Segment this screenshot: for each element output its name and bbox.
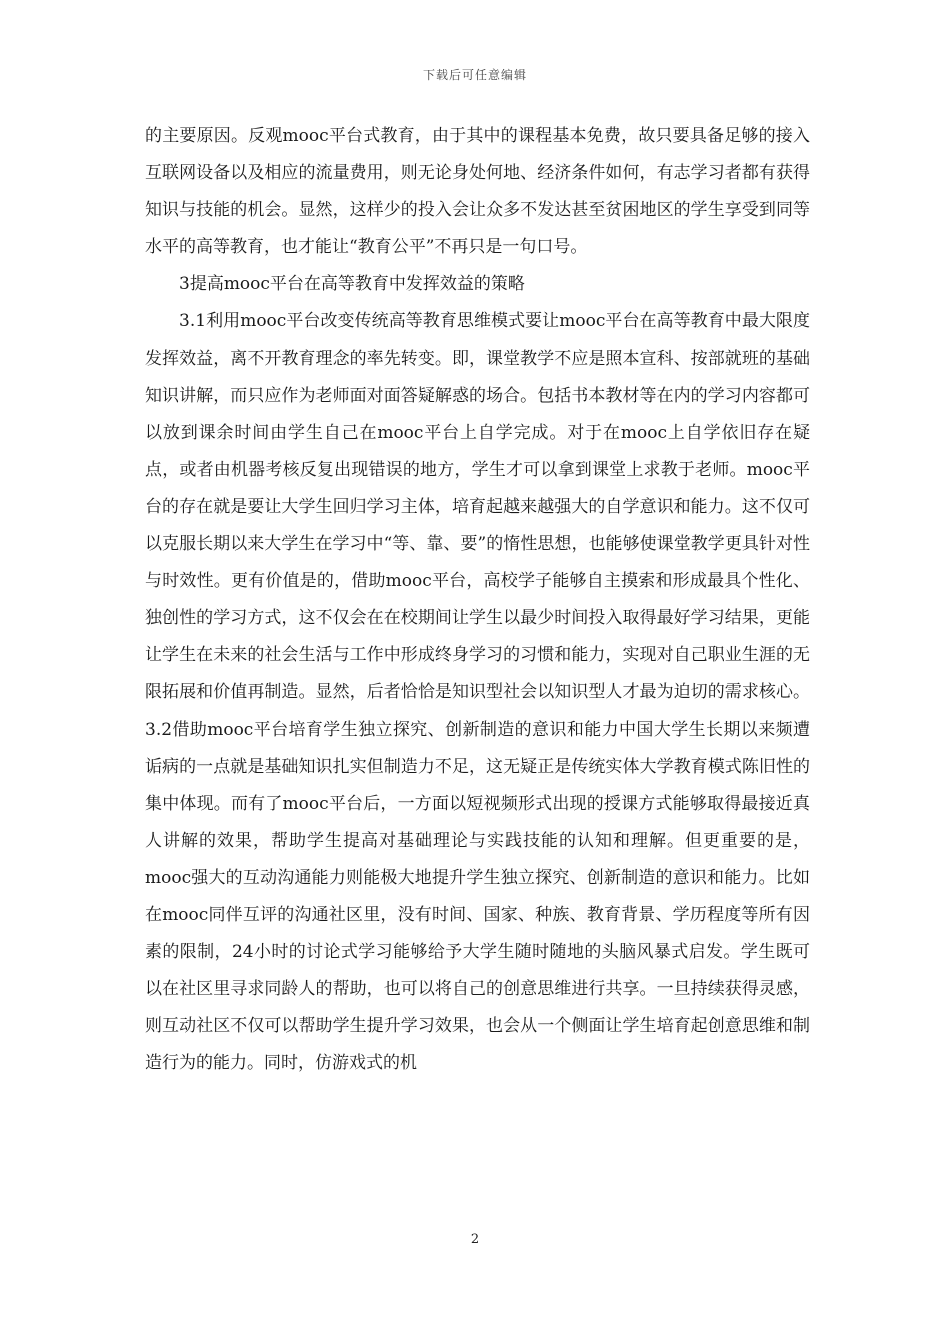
section-heading: 3提高mooc平台在高等教育中发挥效益的策略: [179, 274, 525, 295]
page-header: 下载后可任意编辑: [422, 68, 527, 82]
page-number: 2: [470, 1232, 480, 1247]
body-paragraph: 的主要原因。反观mooc平台式教育，由于其中的课程基本免费，故只要具备足够的接入互联网设备以及相应的流量费用，则无论身处何地、经济条件如何，有志学习者都有获得知识与技能的机会。显然，这样少的投入会让众多不发达甚至贫困地区的学生享受到同等水平的高等教育，也才能让“教育公平”不再只是一句口号。: [145, 126, 810, 258]
body-paragraph: 3.1利用mooc平台改变传统高等教育思维模式要让mooc平台在高等教育中最大限度发挥效益，离不开教育理念的率先转变。即，课堂教学不应是照本宣科、按部就班的基础知识讲解，而只应作为老师面对面答疑解惑的场合。包括书本教材等在内的学习内容都可以放到课余时间由学生自己在mooc平台上自学完成。对于在mooc上自学依旧存在疑点，或者由机器考核反复出现错误的地方，学生才可以拿到课堂上求教于老师。mooc平台的存在就是要让大学生回归学习主体，培育起越来越强大的自学意识和能力。这不仅可以克服长期以来大学生在学习中“等、靠、要”的惰性思想，也能够使课堂教学更具针对性与时效性。更有价值是的，借助mooc平台，高校学子能够自主摸索和形成最具个性化、独创性的学习方式，这不仅会在在校期间让学生以最少时间投入取得最好学习结果，更能让学生在未来的社会生活与工作中形成终身学习的习惯和能力，实现对自己职业生涯的无限拓展和价值再制造。显然，后者恰恰是知识型社会以知识型人才最为迫切的需求核心。3.2借助mooc平台培育学生独立探究、创新制造的意识和能力中国大学生长期以来频遭诟病的一点就是基础知识扎实但制造力不足，这无疑正是传统实体大学教育模式陈旧性的集中体现。而有了mooc平台后，一方面以短视频形式出现的授课方式能够取得最接近真人讲解的效果，帮助学生提高对基础理论与实践技能的认知和理解。但更重要的是，mooc强大的互动沟通能力则能极大地提升学生独立探究、创新制造的意识和能力。比如在mooc同伴互评的沟通社区里，没有时间、国家、种族、教育背景、学历程度等所有因素的限制，24小时的讨论式学习能够给予大学生随时随地的头脑风暴式启发。学生既可以在社区里寻求同龄人的帮助，也可以将自己的创意思维进行共享。一旦持续获得灵感，则互动社区不仅可以帮助学生提升学习效果，也会从一个侧面让学生培育起创意思维和制造行为的能力。同时，仿游戏式的机: [145, 311, 810, 1074]
document-body: [145, 118, 810, 1082]
